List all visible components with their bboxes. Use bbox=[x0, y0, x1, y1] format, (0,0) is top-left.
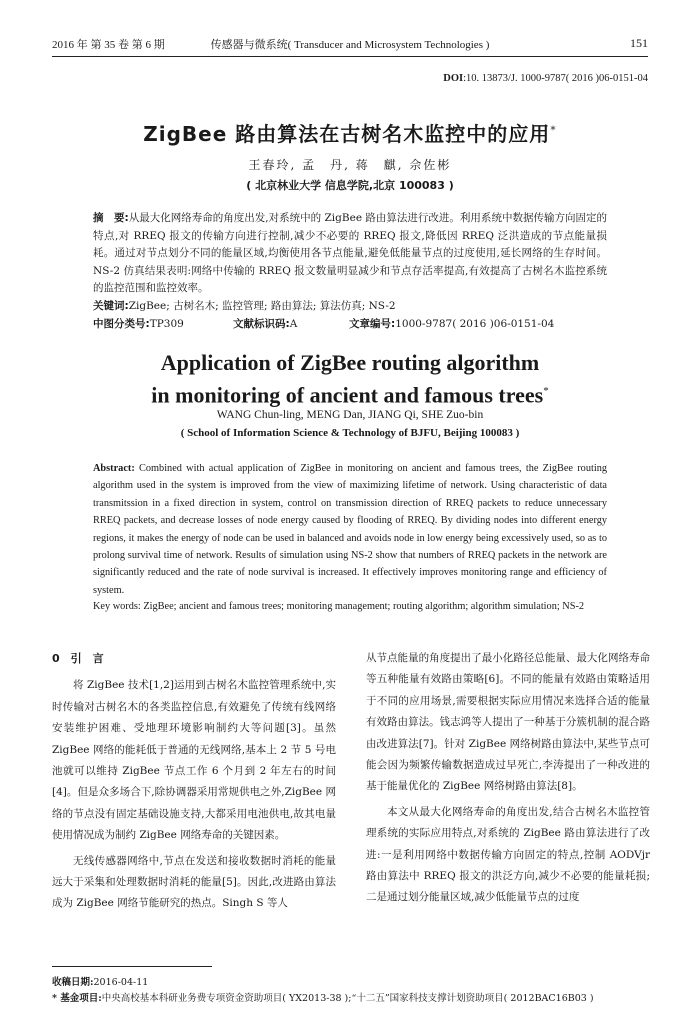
title-footnote-mark: * bbox=[550, 123, 557, 137]
header-rule bbox=[52, 56, 648, 57]
english-title-footnote-mark: * bbox=[543, 385, 549, 397]
chinese-keywords-label: 关键词: bbox=[93, 300, 129, 312]
page-number: 151 bbox=[630, 36, 648, 50]
english-title-line-2: in monitoring of ancient and famous trees bbox=[151, 382, 544, 408]
english-title bbox=[52, 348, 648, 409]
article-number-value: 1000-9787( 2016 )06-0151-04 bbox=[395, 318, 555, 330]
english-keywords-label: Key words: bbox=[93, 601, 141, 612]
class-number-label: 中图分类号: bbox=[93, 318, 150, 330]
fund-label: * 基金项目: bbox=[52, 993, 102, 1004]
chinese-affiliation: ( 北京林业大学 信息学院,北京 100083 ) bbox=[246, 179, 454, 192]
body-paragraph: 无线传感器网络中,节点在发送和接收数据时消耗的能量远大于采集和处理数据时消耗的能量[5]。因此,改进路由算法成为 ZigBee 网络节能研究的热点。Singh S 等人 bbox=[52, 854, 336, 910]
body-column-left bbox=[52, 648, 336, 919]
doc-code-label: 文献标识码: bbox=[233, 318, 290, 330]
chinese-abstract-text: 从最大化网络寿命的角度出发,对系统中的 ZigBee 路由算法进行改进。利用系统中数据传输方向固定的特点,对 RREQ 报文的传输方向进行控制,减少不必要的 RREQ 报文,降低因 RREQ 泛洪造成的节点能量损耗。通过对节点划分不同的能量区域,均衡使用各节点能量,避免低能量节点的过度使用,延长网络的生存时间。NS-2 仿真结果表明:网络中传输的 RREQ 报文数量明显减少和节点存活率提高,有效提高了古树名木监控系统的监控范围和监控效率。 bbox=[93, 212, 607, 294]
chinese-authors: 王春玲, 孟 丹, 蒋 麒, 佘佐彬 bbox=[248, 158, 452, 172]
english-abstract-text: Combined with actual application of ZigBee in monitoring on ancient and famous trees, the ZigBee routing algorithm used in the system is improved from the view of maximizing lifetime of network. Using characteristic of data transmitssion in a fixed direction in system, control on transmission direction of RREQ packets to reduce unnecessary RREQ packets, and decrease losses of node energy caused by flooding of RREQ. By dividing nodes into different energy regions, it makes the energy of node can be used in balanced and avoids node in low energy being excessively used, so as to prolong survival time of network. Results of simulation using NS-2 show that numbers of RREQ packets in the network are significantly reduced and the rate of node survival is increased. It effectively improves monitoring range and efficiency of system. bbox=[93, 463, 607, 596]
chinese-keywords-text: ZigBee; 古树名木; 监控管理; 路由算法; 算法仿真; NS-2 bbox=[128, 300, 396, 312]
class-number-value: TP309 bbox=[149, 318, 184, 330]
english-abstract-label: Abstract: bbox=[93, 463, 135, 474]
running-header bbox=[52, 36, 648, 52]
footnote-rule bbox=[52, 966, 212, 967]
chinese-keywords bbox=[93, 298, 607, 316]
doi-line bbox=[443, 73, 648, 84]
english-authors: WANG Chun-ling, MENG Dan, JIANG Qi, SHE Zuo-bin bbox=[216, 409, 484, 421]
doi-value: :10. 13873/J. 1000-9787( 2016 )06-0151-04 bbox=[463, 73, 648, 84]
received-label: 收稿日期: bbox=[52, 977, 94, 988]
classification-line bbox=[93, 316, 613, 334]
fund-value: 中央高校基本科研业务费专项资金资助项目( YX2013-38 );“十二五”国家科技支撑计划资助项目( 2012BAC16B03 ) bbox=[101, 993, 594, 1004]
funding-footnote bbox=[52, 990, 594, 1004]
chinese-title bbox=[52, 118, 648, 147]
article-number-label: 文章编号: bbox=[349, 318, 396, 330]
section-heading: 0 引 言 bbox=[52, 652, 104, 665]
journal-name: 传感器与微系统( Transducer and Microsystem Technologies ) bbox=[210, 39, 490, 51]
journal-issue: 2016 年 第 35 卷 第 6 期 bbox=[52, 39, 165, 51]
body-paragraph: 将 ZigBee 技术[1,2]运用到古树名木监控管理系统中,实时传输对古树名木的各类监控信息,有效避免了传统有线网络安装维护困难、受地理环境影响制约大等问题[3]。虽然 ZigBee 网络的能耗低于普通的无线网络,基本上 2 节 5 号电池就可以维持 ZigBee 节点工作 6 个月到 2 年左右的时间[4]。但是众多场合下,除协调器采用常规供电之外,ZigBee 网络的节点没有固定基础设施支持,大都采用电池供电,故其电量使用情况成为制约 ZigBee 网络寿命的关键因素。 bbox=[52, 679, 336, 842]
received-date-footnote bbox=[52, 974, 148, 988]
english-keywords bbox=[93, 598, 607, 615]
chinese-abstract bbox=[93, 210, 607, 298]
english-title-line-1: Application of ZigBee routing algorithm bbox=[160, 350, 540, 375]
body-column-right bbox=[366, 648, 650, 913]
doi-label: DOI bbox=[443, 73, 464, 84]
body-paragraph: 本文从最大化网络寿命的角度出发,结合古树名木监控管理系统的实际应用特点,对系统的 ZigBee 路由算法进行了改进:一是利用网络中数据传输方向固定的特点,控制 AODVjr 路由算法中 RREQ 报文的洪泛方向,减少不必要的能量耗损;二是通过划分能量区域,减少低能量节点的过度 bbox=[366, 805, 650, 904]
body-paragraph: 从节点能量的角度提出了最小化路径总能量、最大化网络寿命等五种能量有效路由策略[6]。不同的能量有效路由策略适用于不同的应用场景,需要根据实际应用情况来选择合适的能量有效路由算法。钱志鸿等人提出了一种基于分簇机制的混合路由改进算法[7]。针对 ZigBee 网络树路由算法中,某些节点可能会因为频繁传输数据造成过早死亡,李涛提出了一种改进的基于能量优化的 ZigBee 网络树路由算法[8]。 bbox=[366, 652, 650, 793]
english-keywords-text: ZigBee; ancient and famous trees; monitoring management; routing algorithm; algorithm simulation; NS-2 bbox=[143, 601, 585, 612]
english-abstract bbox=[93, 460, 607, 599]
chinese-abstract-label: 摘 要: bbox=[93, 212, 129, 224]
chinese-title-text: ZigBee 路由算法在古树名木监控中的应用 bbox=[143, 122, 551, 146]
received-value: 2016-04-11 bbox=[93, 977, 149, 988]
english-affiliation: ( School of Information Science & Technology of BJFU, Beijing 100083 ) bbox=[180, 427, 520, 439]
doc-code-value: A bbox=[289, 318, 298, 330]
